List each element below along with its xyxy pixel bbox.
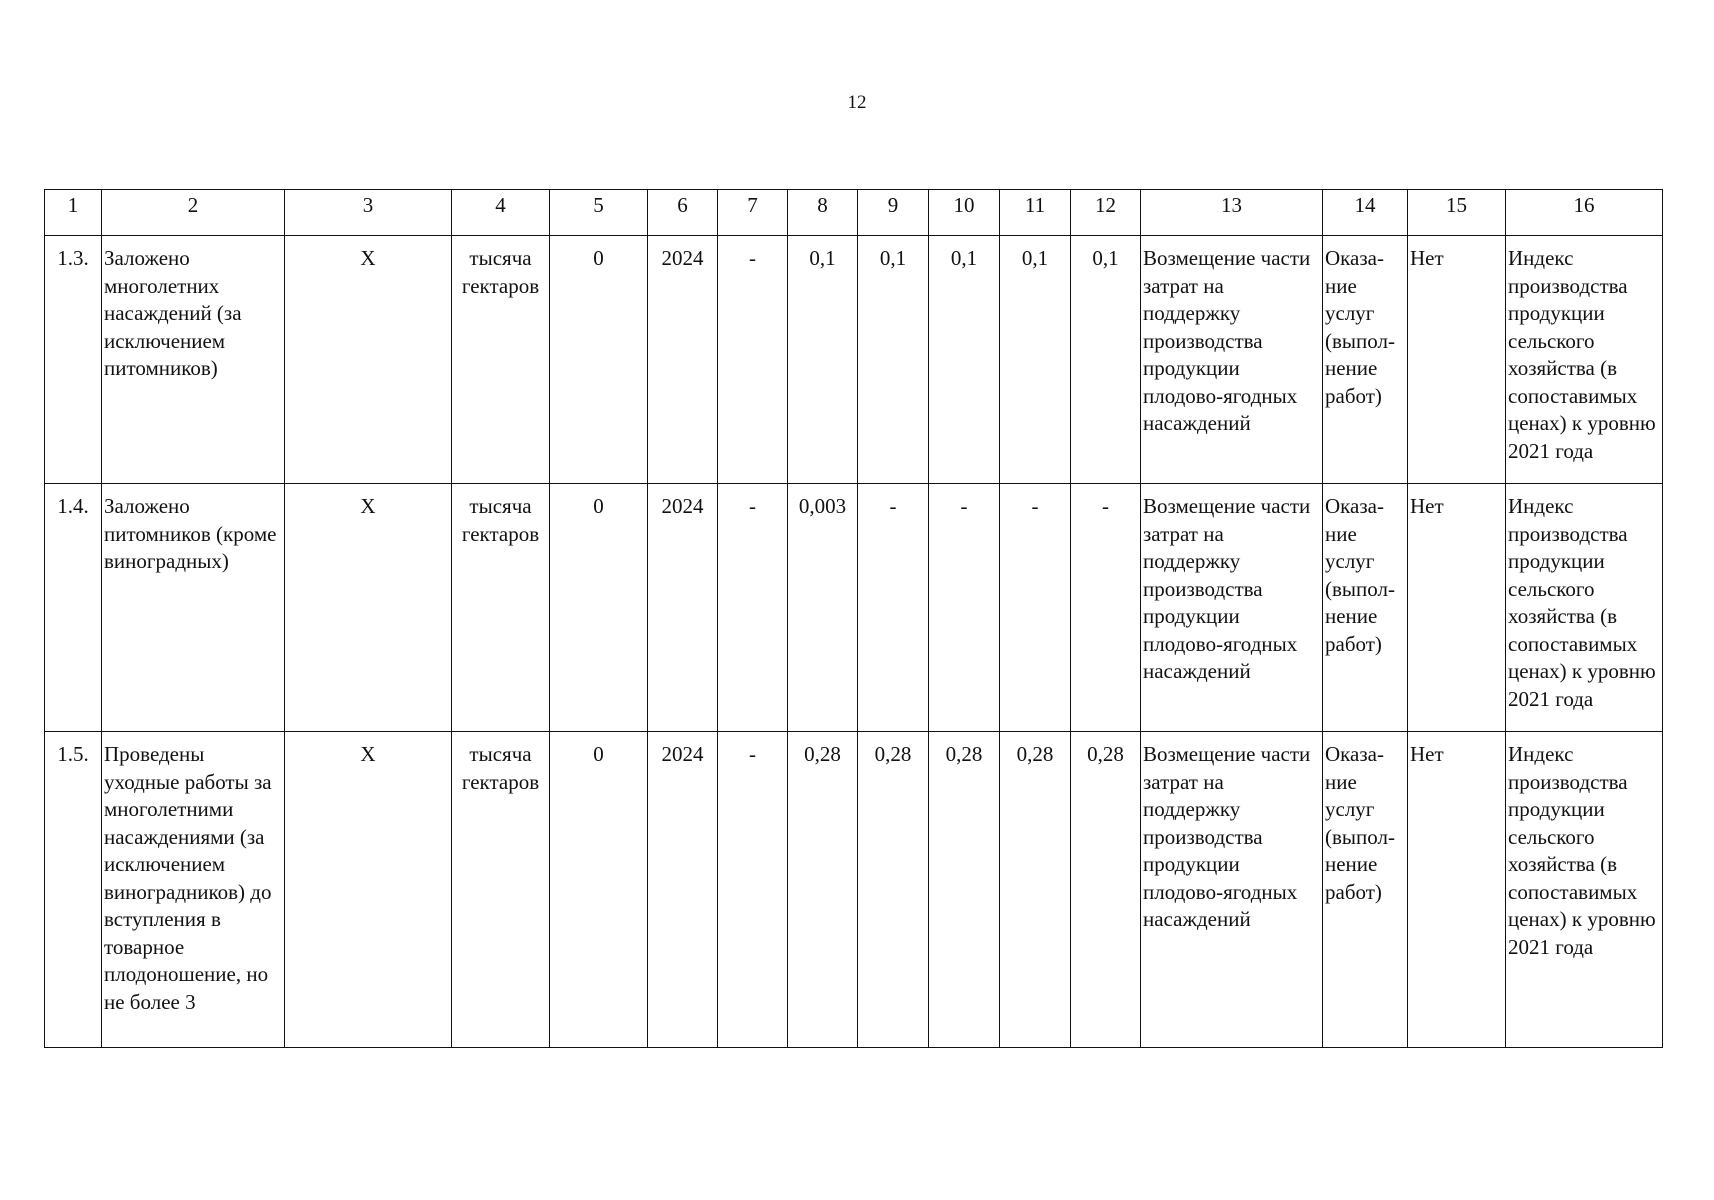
- value-cell: 0,1: [1000, 236, 1071, 484]
- value-cell: 0,1: [1071, 236, 1141, 484]
- value-cell: -: [1071, 484, 1141, 732]
- value-cell: 0,1: [929, 236, 1000, 484]
- cell-col15: Нет: [1408, 732, 1506, 1048]
- cell-col5: 0: [550, 732, 648, 1048]
- result-name: Проведены уходные работы за многолетними насаждениями (за исключением виноградников) до вступления в товарное плодоношение, но не более 3: [102, 732, 285, 1048]
- measure-cell: Возмещение части затрат на поддержку производства продукции плодово-ягодных насаждений: [1141, 236, 1323, 484]
- cell-col15: Нет: [1408, 236, 1506, 484]
- column-header: 13: [1141, 190, 1323, 236]
- year-cell: 2024: [648, 484, 718, 732]
- value-cell: -: [929, 484, 1000, 732]
- value-cell: -: [1000, 484, 1071, 732]
- type-cell: Оказа-ние услуг (выпол-нение работ): [1323, 732, 1408, 1048]
- value-cell: 0,1: [788, 236, 858, 484]
- column-header: 10: [929, 190, 1000, 236]
- table-row: [45, 732, 1663, 1048]
- indicator-cell: Индекс производства продукции сельского хозяйства (в сопоставимых ценах) к уровню 2021 года: [1506, 732, 1663, 1048]
- value-cell: -: [858, 484, 929, 732]
- result-name: Заложено питомников (кроме виноградных): [102, 484, 285, 732]
- cell-col5: 0: [550, 484, 648, 732]
- value-cell: 0,28: [1071, 732, 1141, 1048]
- column-header: 1: [45, 190, 102, 236]
- indicator-cell: Индекс производства продукции сельского хозяйства (в сопоставимых ценах) к уровню 2021 года: [1506, 236, 1663, 484]
- value-cell: 0,28: [858, 732, 929, 1048]
- column-header: 11: [1000, 190, 1071, 236]
- result-name: Заложено многолетних насаждений (за исключением питомников): [102, 236, 285, 484]
- unit-cell: тысяча гектаров: [452, 484, 550, 732]
- cell-col3: X: [285, 732, 452, 1048]
- cell-col7: -: [718, 732, 788, 1048]
- table-header-row: [45, 190, 1663, 236]
- unit-cell: тысяча гектаров: [452, 236, 550, 484]
- type-cell: Оказа-ние услуг (выпол-нение работ): [1323, 236, 1408, 484]
- cell-col15: Нет: [1408, 484, 1506, 732]
- row-number: 1.3.: [45, 236, 102, 484]
- column-header: 16: [1506, 190, 1663, 236]
- column-header: 9: [858, 190, 929, 236]
- cell-col3: X: [285, 484, 452, 732]
- column-header: 15: [1408, 190, 1506, 236]
- measure-cell: Возмещение части затрат на поддержку производства продукции плодово-ягодных насаждений: [1141, 732, 1323, 1048]
- indicator-cell: Индекс производства продукции сельского хозяйства (в сопоставимых ценах) к уровню 2021 года: [1506, 484, 1663, 732]
- column-header: 8: [788, 190, 858, 236]
- column-header: 5: [550, 190, 648, 236]
- year-cell: 2024: [648, 236, 718, 484]
- value-cell: 0,28: [788, 732, 858, 1048]
- cell-col5: 0: [550, 236, 648, 484]
- table-row: [45, 484, 1663, 732]
- unit-cell: тысяча гектаров: [452, 732, 550, 1048]
- cell-col7: -: [718, 236, 788, 484]
- type-cell: Оказа-ние услуг (выпол-нение работ): [1323, 484, 1408, 732]
- column-header: 4: [452, 190, 550, 236]
- column-header: 3: [285, 190, 452, 236]
- column-header: 2: [102, 190, 285, 236]
- column-header: 7: [718, 190, 788, 236]
- measure-cell: Возмещение части затрат на поддержку производства продукции плодово-ягодных насаждений: [1141, 484, 1323, 732]
- indicators-table: [44, 189, 1663, 1048]
- value-cell: 0,28: [929, 732, 1000, 1048]
- row-number: 1.4.: [45, 484, 102, 732]
- column-header: 14: [1323, 190, 1408, 236]
- cell-col7: -: [718, 484, 788, 732]
- column-header: 12: [1071, 190, 1141, 236]
- value-cell: 0,1: [858, 236, 929, 484]
- cell-col3: X: [285, 236, 452, 484]
- year-cell: 2024: [648, 732, 718, 1048]
- table-row: [45, 236, 1663, 484]
- page-number: 12: [847, 92, 867, 113]
- row-number: 1.5.: [45, 732, 102, 1048]
- value-cell: 0,28: [1000, 732, 1071, 1048]
- value-cell: 0,003: [788, 484, 858, 732]
- column-header: 6: [648, 190, 718, 236]
